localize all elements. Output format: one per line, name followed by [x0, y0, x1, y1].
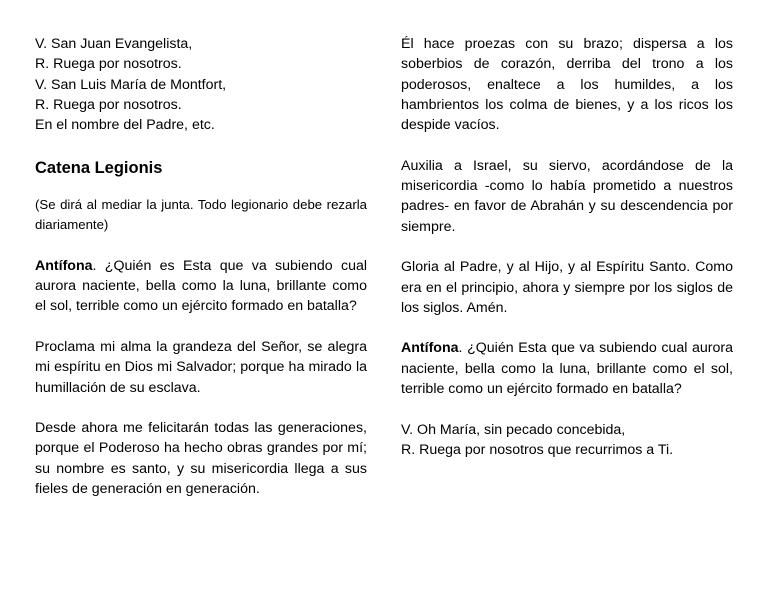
- closing-versicles: [401, 420, 733, 461]
- response-line: R. Ruega por nosotros que recurrimos a Ti.: [401, 441, 674, 458]
- gloria-paragraph: Gloria al Padre, y al Hijo, y al Espíritu Santo. Como era en el principio, ahora y siempre por los siglos de los siglos. Amén.: [401, 259, 733, 316]
- versicle-line: V. San Juan Evangelista,: [35, 36, 193, 52]
- magnificat-paragraph-1: Proclama mi alma la grandeza del Señor, se alegra mi espíritu en Dios mi Salvador; porque ha mirado la humillación de su esclava.: [35, 338, 367, 396]
- antiphon-label: Antífona: [401, 340, 459, 357]
- response-line: R. Ruega por nosotros.: [35, 96, 182, 113]
- closing-line: En el nombre del Padre, etc.: [35, 117, 215, 134]
- versicle-line: V. San Luis María de Montfort,: [35, 76, 227, 93]
- magnificat-paragraph-4: Auxilia a Israel, su siervo, acordándose de la misericordia -como lo había prometido a nuestros padres- en favor de Abrahán y su descendencia por siempre.: [401, 157, 733, 235]
- antiphon-label: Antífona: [35, 257, 93, 274]
- antiphon-text: . ¿Quién es Esta que va subiendo cual aurora naciente, bella como la luna, brillante como el sol, terrible como un ejército formado en batalla?: [35, 257, 367, 315]
- intro-versicles: [35, 34, 367, 135]
- magnificat-paragraph-3: Él hace proezas con su brazo; dispersa a los soberbios de corazón, derriba del trono a los poderosos, enaltece a los humildes, a los hambrientos los colma de bienes, y a los ricos los despide vacíos.: [401, 36, 733, 134]
- antiphon-paragraph: [401, 338, 733, 399]
- section-heading: Catena Legionis: [35, 159, 163, 178]
- antiphon-text: . ¿Quién Esta que va subiendo cual aurora naciente, bella como la luna, brillante como el sol, terrible como un ejército formado en batalla?: [401, 340, 733, 398]
- instruction-text: (Se dirá al mediar la junta. Todo legionario debe rezarla diariamente): [35, 197, 367, 233]
- versicle-line: V. Oh María, sin pecado concebida,: [401, 421, 626, 438]
- magnificat-paragraph-2: Desde ahora me felicitarán todas las generaciones, porque el Poderoso ha hecho obras grandes por mí; su nombre es santo, y su misericordia llega a sus fieles de generación en generación.: [35, 420, 367, 498]
- antiphon-paragraph: [35, 256, 367, 317]
- left-column: [35, 34, 367, 499]
- response-line: R. Ruega por nosotros.: [35, 56, 182, 73]
- right-column: [401, 34, 733, 460]
